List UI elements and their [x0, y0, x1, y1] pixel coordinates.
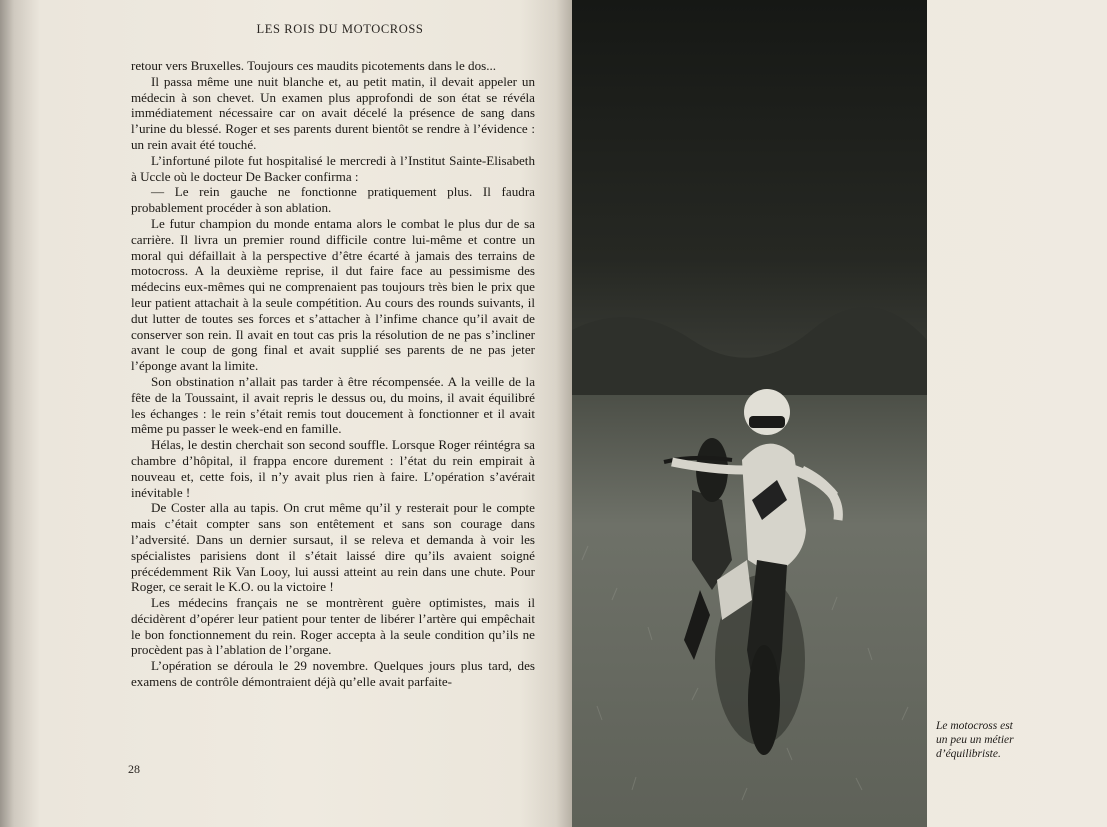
- caption-line-1: Le motocross est: [936, 720, 1013, 732]
- body-text: [131, 58, 535, 690]
- caption-line-2: un peu un métier: [936, 734, 1014, 746]
- photo-caption: [936, 719, 1056, 761]
- paragraph-4: — Le rein gauche ne fonctionne pratiquement plus. Il faudra probablement procéder à son ablation.: [131, 184, 535, 216]
- running-head: LES ROIS DU MOTOCROSS: [256, 22, 424, 36]
- caption-line-3: d’équilibriste.: [936, 748, 1001, 760]
- paragraph-8: De Coster alla au tapis. On crut même qu’il y resterait pour le compte mais c’était compter sans son entêtement et sans son courage dans l’adversité. Dans un dernier sursaut, il se releva et demanda à voir les spécialistes parisiens dont il s’était laissé dire qu’ils avaient soigné précédemment Rik Van Looy, lui aussi atteint au rein dans une chute. Pour Roger, ce serait le K.O. ou la victoire !: [131, 500, 535, 595]
- paragraph-1: retour vers Bruxelles. Toujours ces maudits picotements dans le dos...: [131, 58, 497, 73]
- paragraph-2: Il passa même une nuit blanche et, au petit matin, il devait appeler un médecin à son chevet. Un examen plus approfondi de son état se révéla immédiatement nécessaire car on avait décelé la présence de sang dans l’urine du blessé. Roger et ses parents durent bientôt se rendre à l’évidence : un rein avait été touché.: [131, 73, 535, 152]
- paragraph-3: L’infortuné pilote fut hospitalisé le mercredi à l’Institut Sainte-Elisabeth à Uccle où le docteur De Backer confirma :: [131, 152, 535, 184]
- motocross-photo: [572, 0, 927, 827]
- paragraph-6: Son obstination n’allait pas tarder à être récompensée. A la veille de la fête de la Toussaint, il avait repris le dessus ou, du moins, il avait équilibré les échanges : le rein s’était remis tout doucement à fonctionner et il avait même pu passer le week-end en famille.: [131, 373, 535, 437]
- paragraph-10: L’opération se déroula le 29 novembre. Quelques jours plus tard, des examens de contrôle démontraient déjà qu’elle avait parfaite-: [131, 658, 535, 690]
- paragraph-5: Le futur champion du monde entama alors le combat le plus dur de sa carrière. Il livra un premier round difficile contre lui-même et contre un moral qui défaillait à la perspective d’être écarté à jamais des terrains de motocross. A la deuxième reprise, il dut faire face au pessimisme des médecins eux-mêmes qui ne comprenaient pas toujours très bien le prix que leur patient attachait à la seule compétition. Au cours des rounds suivants, il dut lutter de toutes ses forces et s’attacher à l’infime chance qu’il avait de conserver son rein. Il avait en tout cas pris la résolution de ne pas s’incliner avant le coup de gong final et avait supplié ses parents de ne pas jeter l’éponge avant la limite.: [131, 215, 535, 374]
- rider-wheelie-illustration: [572, 0, 927, 827]
- page-number: 28: [128, 762, 140, 776]
- paragraph-9: Les médecins français ne se montrèrent guère optimistes, mais il décidèrent d’opérer leur patient pour tenter de libérer l’artère qui empêchait le bon fonctionnement du rein. Roger accepta à la seule condition qu’ils ne procèdent pas à l’ablation de l’organe.: [131, 595, 535, 658]
- paragraph-7: Hélas, le destin cherchait son second souffle. Lorsque Roger réintégra sa chambre d’hôpital, il frappa encore durement : l’état du rein empirait à nouveau et, cette fois, il n’y avait plus rien à faire. L’opération s’avérait inévitable !: [131, 437, 535, 500]
